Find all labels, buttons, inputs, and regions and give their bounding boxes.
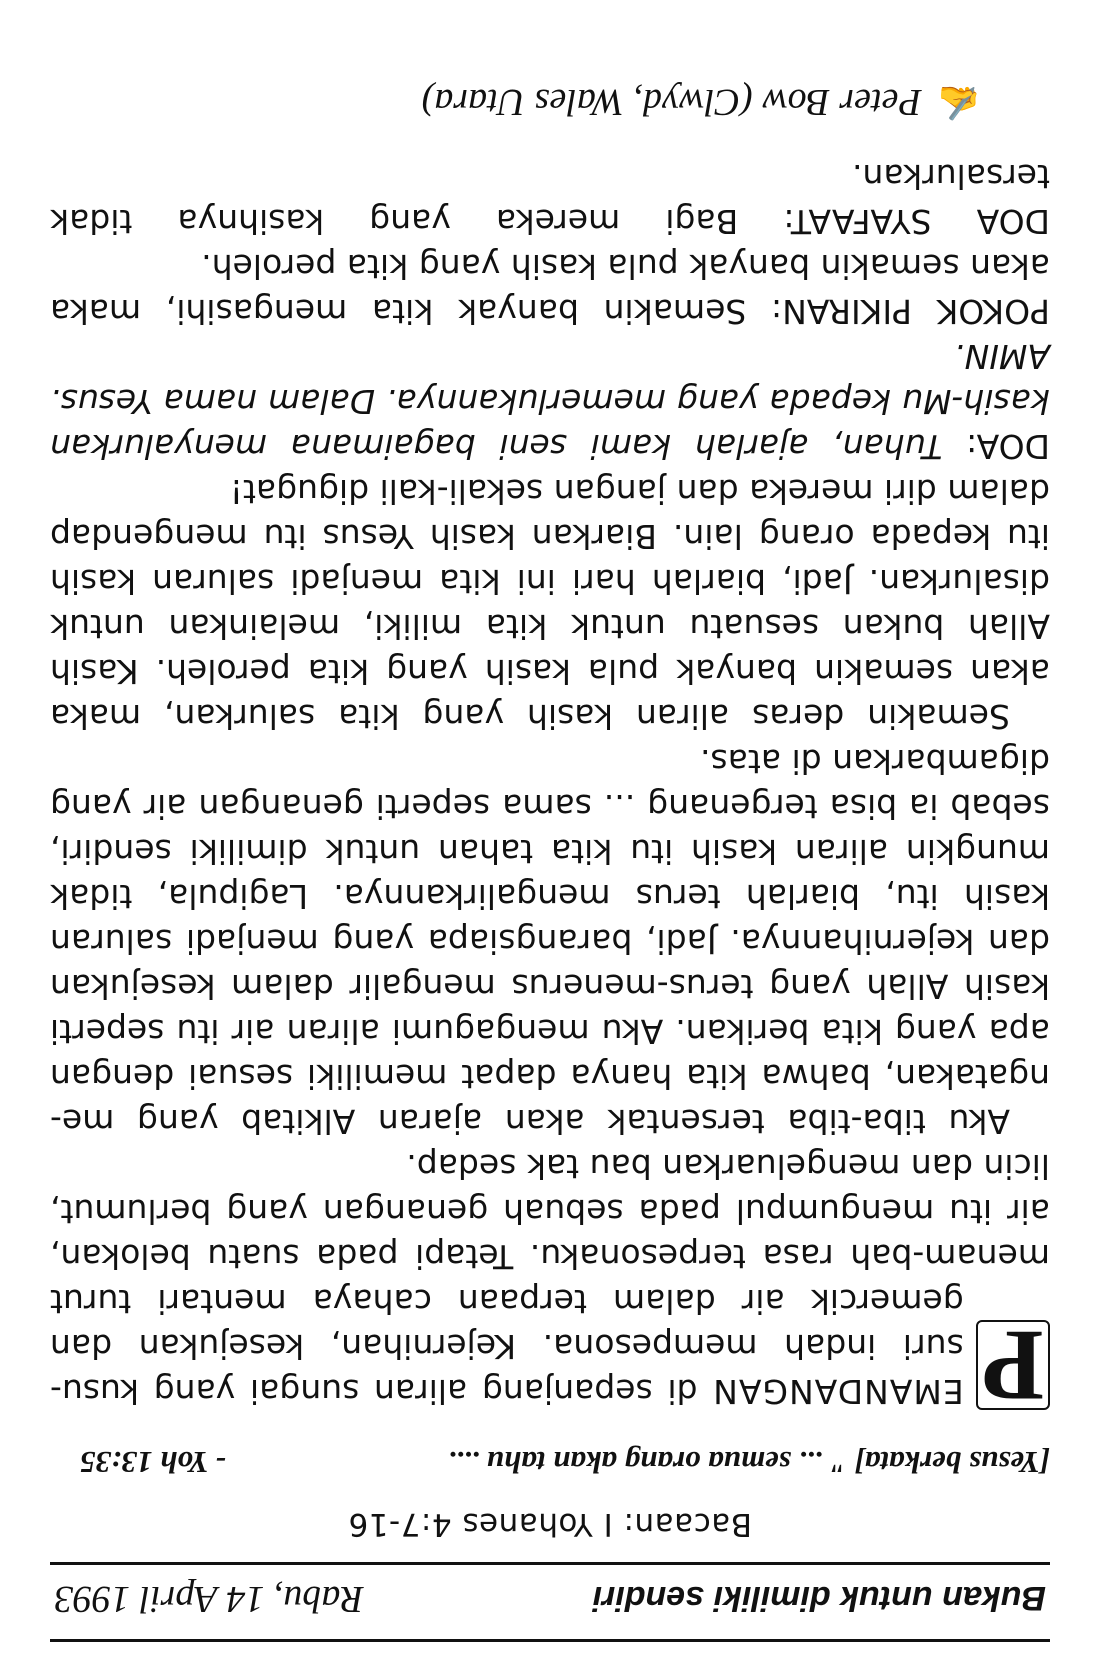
- author-name: Peter Bow (Clwyd, Wales Utara): [421, 81, 922, 123]
- scripture-reading: Bacaan: I Yohanes 4:7-16: [348, 1506, 752, 1542]
- devotional-body: [50, 154, 1050, 1422]
- paragraph-1: [50, 1144, 1050, 1422]
- key-thought: [50, 244, 1050, 334]
- paragraph-2: Aku tiba-tiba tersentak akan ajaran Alkitab yang me-ngatakan, bahwa kita hanya dapat memiliki sesuai dengan apa yang kita berikan. Aku mengagumi aliran air itu seperti kasih Allah yang terus-menerus mengalir dalam kesejukan dan kejernihannya. Jadi, barangsiapa yang menjadi saluran kasih itu, biarlah terus mengalirkannya. Lagipula, tidak mungkin aliran kasih itu kita tahan untuk dimiliki sendiri, sebab ia bisa tergenang ... sama seperti genangan air yang digambarkan di atas.: [50, 742, 1050, 1141]
- writing-hand-icon: ✍: [937, 83, 980, 120]
- paragraph-3: Semakin deras aliran kasih yang kita salurkan, maka akan semakin banyak pula kasih yang kita peroleh. Kasih Allah bukan sesuatu untuk kita miliki, melainkan untuk disalurkan. Jadi, biarlah hari ini kita menjadi saluran kasih itu kepada orang lain. Biarkan kasih Yesus itu mengendap dalam diri mereka dan jangan sekali-kali digugat!: [50, 472, 1050, 736]
- intercession-text: Bagi mereka yang kasihnya tidak tersalurkan.: [50, 157, 1050, 241]
- key-thought-text: Semakin banyak kita mengasihi, maka akan semakin banyak pula kasih yang kita peroleh.: [50, 247, 1050, 331]
- key-verse: [50, 1444, 1050, 1480]
- top-rule: [50, 1639, 1050, 1642]
- verse-reference: - Yoh 13:35: [80, 1445, 226, 1480]
- paragraph-1-text: di sepanjang aliran sungai yang kusu-suri indah mempesona. Kejernihan, kesejukan dan gemercik air dalam terpaan cahaya mentari turut menam-bah rasa terpesonaku. Tetapi pada suatu belokan, air itu mengumpul pada sebuah genangan yang berlumut, licin dan mengeluarkan bau tak sedap.: [50, 1147, 1050, 1411]
- prayer-text: Tuhan, ajarlah kami seni bagaimana menyalurkan kasih-Mu kepada yang memerlukannya. Dalam nama Yesus. AMIN.: [50, 337, 1050, 466]
- header: [50, 1565, 1050, 1621]
- author-line: [50, 80, 1050, 124]
- intercession: [50, 154, 1050, 244]
- devotional-page: [50, 80, 1050, 1642]
- key-thought-label: POKOK PIKIRAN:: [771, 292, 1050, 331]
- page-date: Rabu, 14 April 1993: [54, 1578, 364, 1620]
- prayer: [50, 334, 1050, 469]
- prayer-label: DOA:: [966, 427, 1050, 466]
- verse-text: [Yesus berkata] " ... semua orang akan tahu ....: [448, 1445, 1050, 1480]
- drop-cap: P: [976, 1320, 1050, 1410]
- paragraph-1-lead: EMANDANGAN: [712, 1372, 964, 1411]
- intercession-label: DOA SYAFAAT:: [783, 202, 1050, 241]
- page-title: Bukan untuk dimiliki sendiri: [592, 1579, 1046, 1617]
- header-rule: [50, 1562, 1050, 1565]
